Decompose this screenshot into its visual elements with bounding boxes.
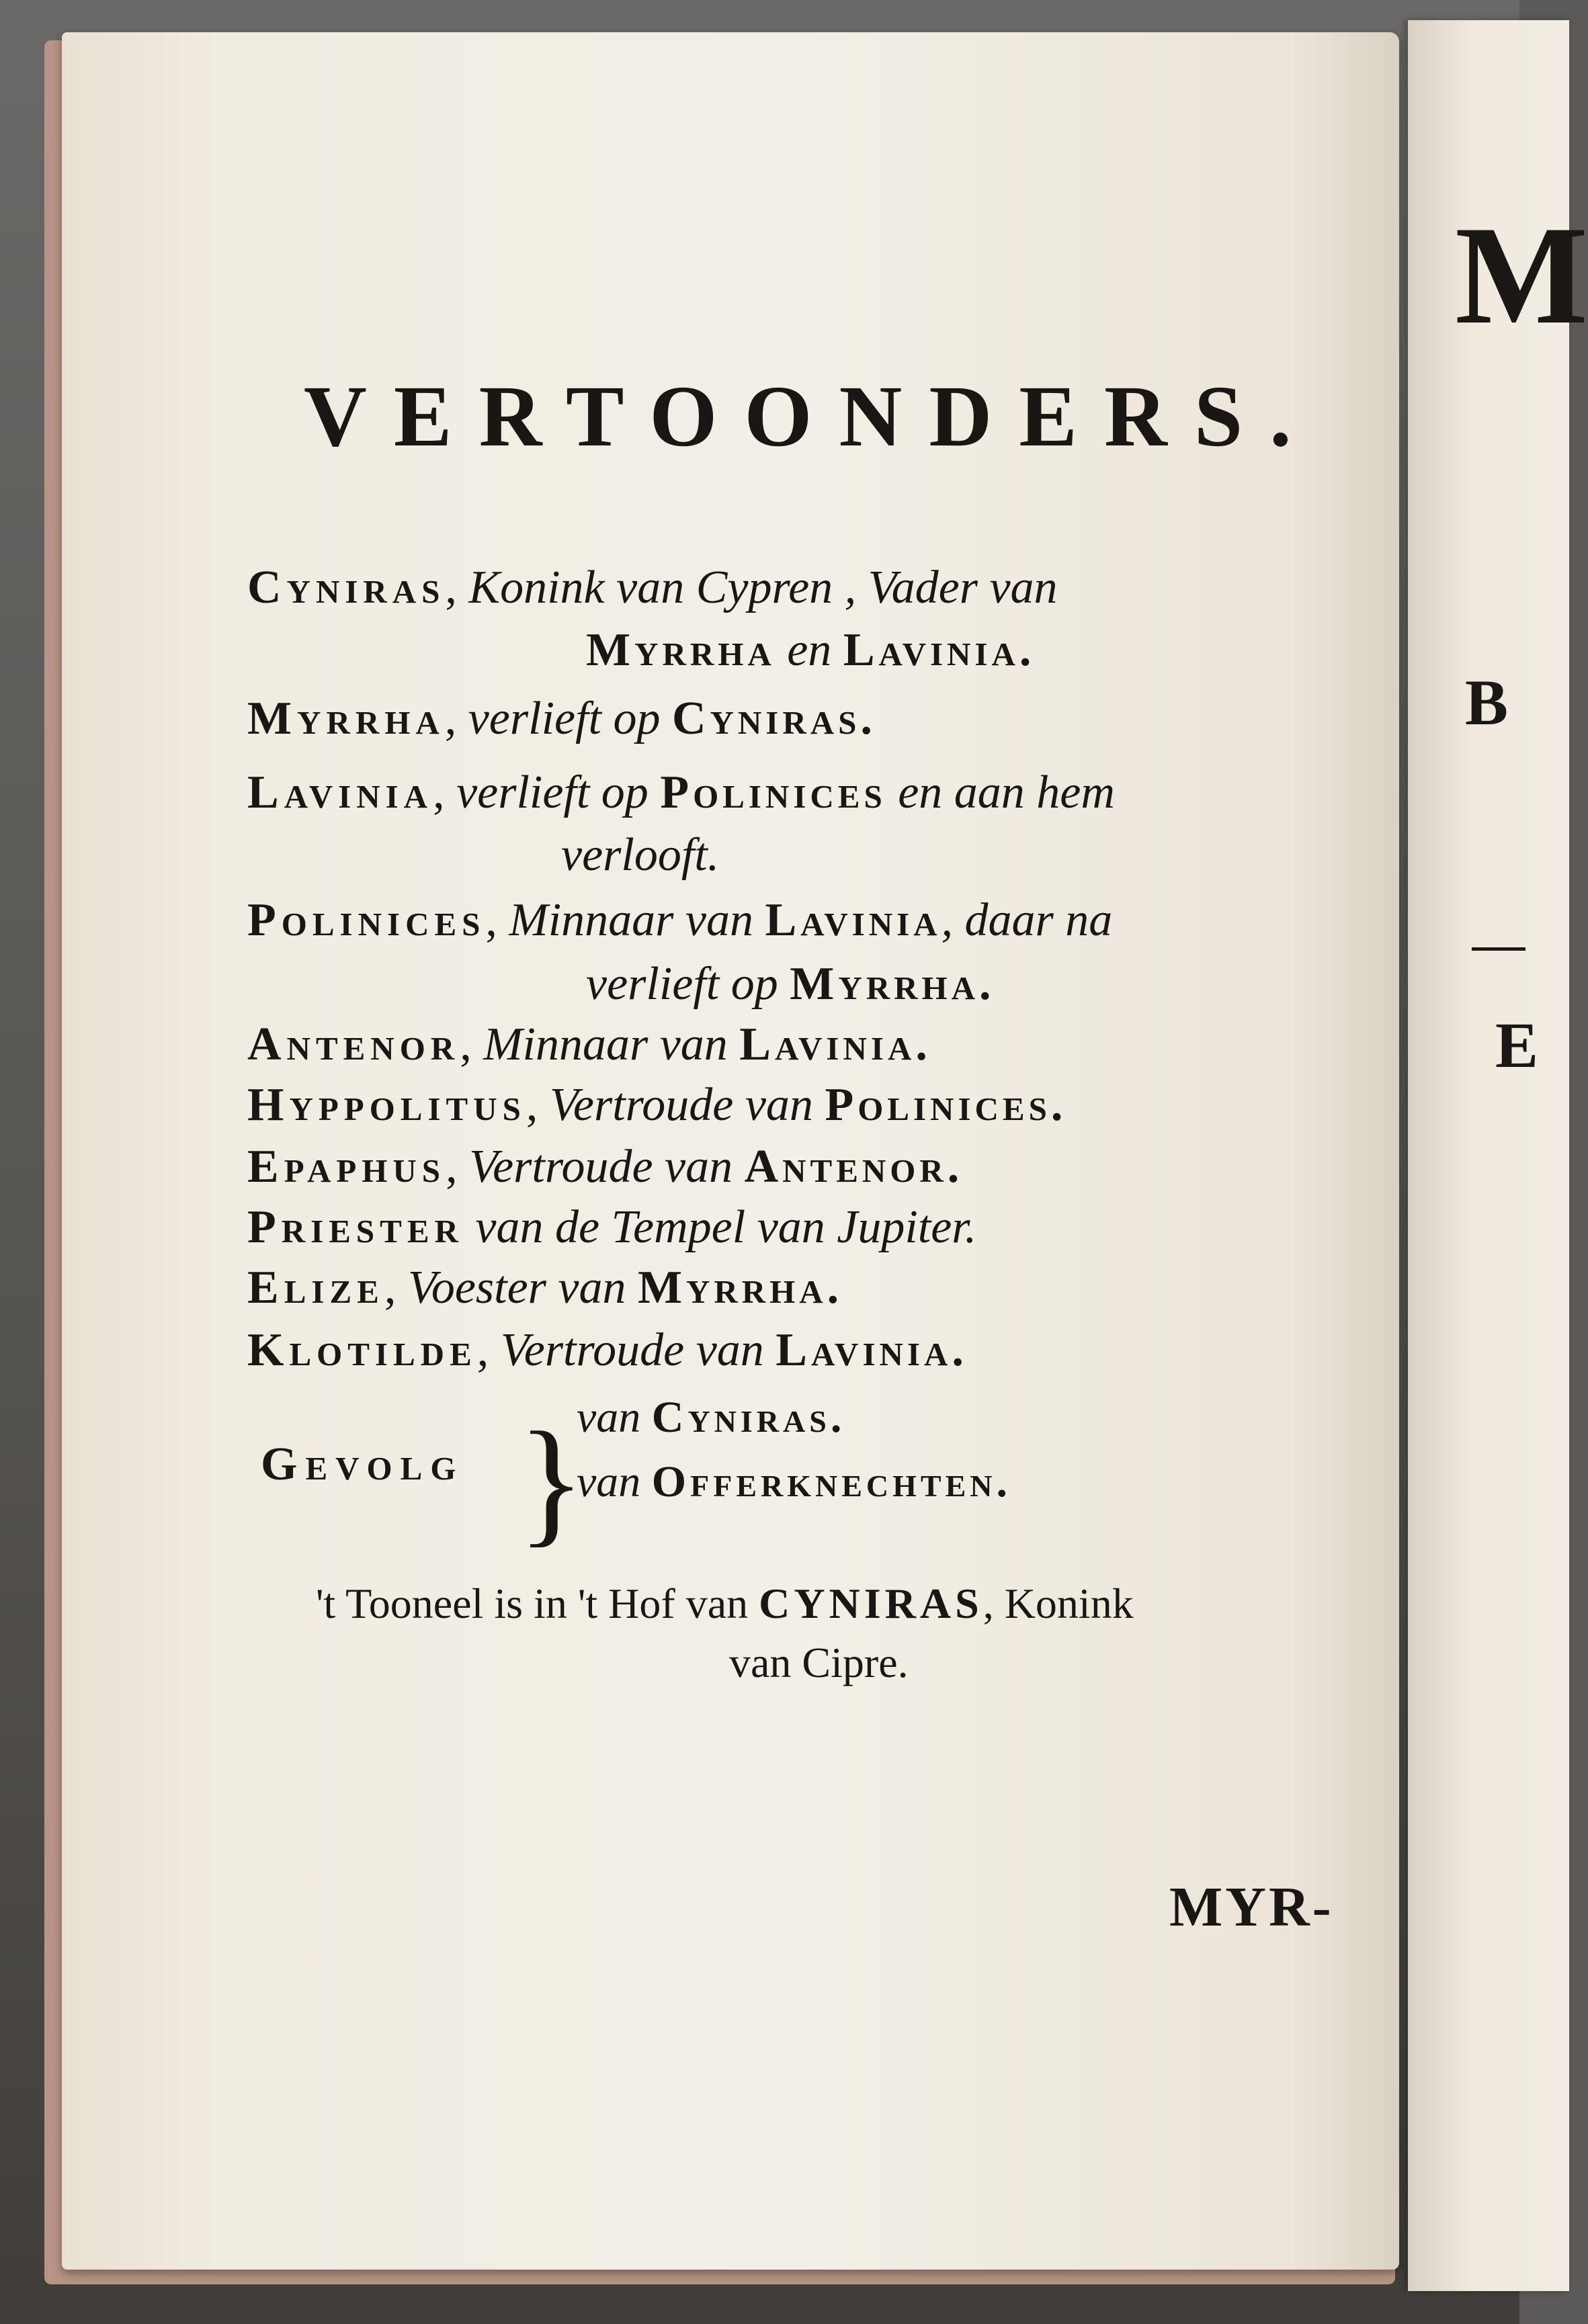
character-description: van de Tempel van Jupiter. — [475, 1201, 977, 1253]
character-description: Vertroude van — [469, 1141, 733, 1193]
character-description: verlieft op — [456, 767, 649, 818]
character-name: Myrrha — [247, 693, 445, 744]
gevolg-label: Gevolg — [261, 1438, 464, 1490]
character-description: verlieft op — [468, 693, 661, 744]
character-entry: Cyniras, Konink van Cypren , Vader van — [247, 562, 1058, 613]
character-entry: Lavinia, verlieft op Polinices en aan hem — [247, 767, 1115, 818]
character-description: Voester van — [407, 1262, 626, 1314]
character-reference: Polinices. — [825, 1079, 1067, 1131]
facing-page-letter-b: B — [1465, 666, 1509, 738]
gevolg-item: van Offerknechten. — [577, 1457, 1011, 1506]
character-continuation: verlooft. — [561, 829, 720, 881]
character-reference: Myrrha. — [637, 1262, 843, 1314]
character-name: Priester — [247, 1201, 464, 1253]
character-entry: Epaphus, Vertroude van Antenor. — [247, 1141, 964, 1193]
character-name: Lavinia — [247, 767, 433, 818]
character-name: Antenor — [247, 1019, 460, 1070]
character-name: Klotilde — [247, 1324, 477, 1376]
character-name: Epaphus — [247, 1141, 446, 1193]
page-title: VERTOONDERS. — [304, 368, 1319, 465]
character-description: Vertroude van — [500, 1324, 764, 1376]
character-entry: Myrrha, verlieft op Cyniras. — [247, 693, 876, 744]
setting-line-continuation: van Cipre. — [729, 1639, 909, 1686]
character-name: Hyppolitus — [247, 1079, 526, 1131]
character-reference: Lavinia — [765, 894, 942, 946]
character-description: Konink van Cypren , Vader van — [468, 562, 1058, 613]
character-entry — [247, 1201, 976, 1254]
character-entry: Polinices, Minnaar van Lavinia, daar na — [247, 894, 1113, 946]
brace-symbol: } — [517, 1404, 585, 1559]
facing-page-letter-m: M — [1455, 198, 1588, 353]
character-entry: Elize, Voester van Myrrha. — [247, 1262, 843, 1314]
character-continuation: Myrrha en Lavinia. — [586, 624, 1036, 676]
facing-page-rule — [1472, 947, 1526, 951]
character-reference: Cyniras. — [671, 693, 876, 744]
facing-page — [1408, 20, 1569, 2291]
character-continuation: verlieft op Myrrha. — [586, 958, 995, 1010]
facing-page-letter-e: E — [1495, 1009, 1539, 1081]
character-name: Elize — [247, 1262, 384, 1314]
character-entry: Antenor, Minnaar van Lavinia. — [247, 1019, 931, 1070]
character-description: Minnaar van — [509, 894, 753, 946]
setting-line: 't Tooneel is in 't Hof van CYNIRAS, Konink — [316, 1580, 1134, 1627]
character-reference: Lavinia. — [739, 1019, 931, 1070]
character-entry: Hyppolitus, Vertroude van Polinices. — [247, 1079, 1067, 1131]
gevolg-item: van Cyniras. — [577, 1393, 846, 1442]
character-name: Cyniras — [247, 562, 446, 613]
character-reference: Lavinia. — [776, 1324, 968, 1376]
character-entry: Klotilde, Vertroude van Lavinia. — [247, 1324, 968, 1376]
character-reference: Polinices — [660, 767, 886, 818]
catchword: MYR- — [1169, 1876, 1334, 1938]
character-reference: Antenor. — [744, 1141, 964, 1193]
character-description: Vertroude van — [549, 1079, 813, 1131]
character-description: Minnaar van — [483, 1019, 728, 1070]
character-name: Polinices — [247, 894, 486, 946]
